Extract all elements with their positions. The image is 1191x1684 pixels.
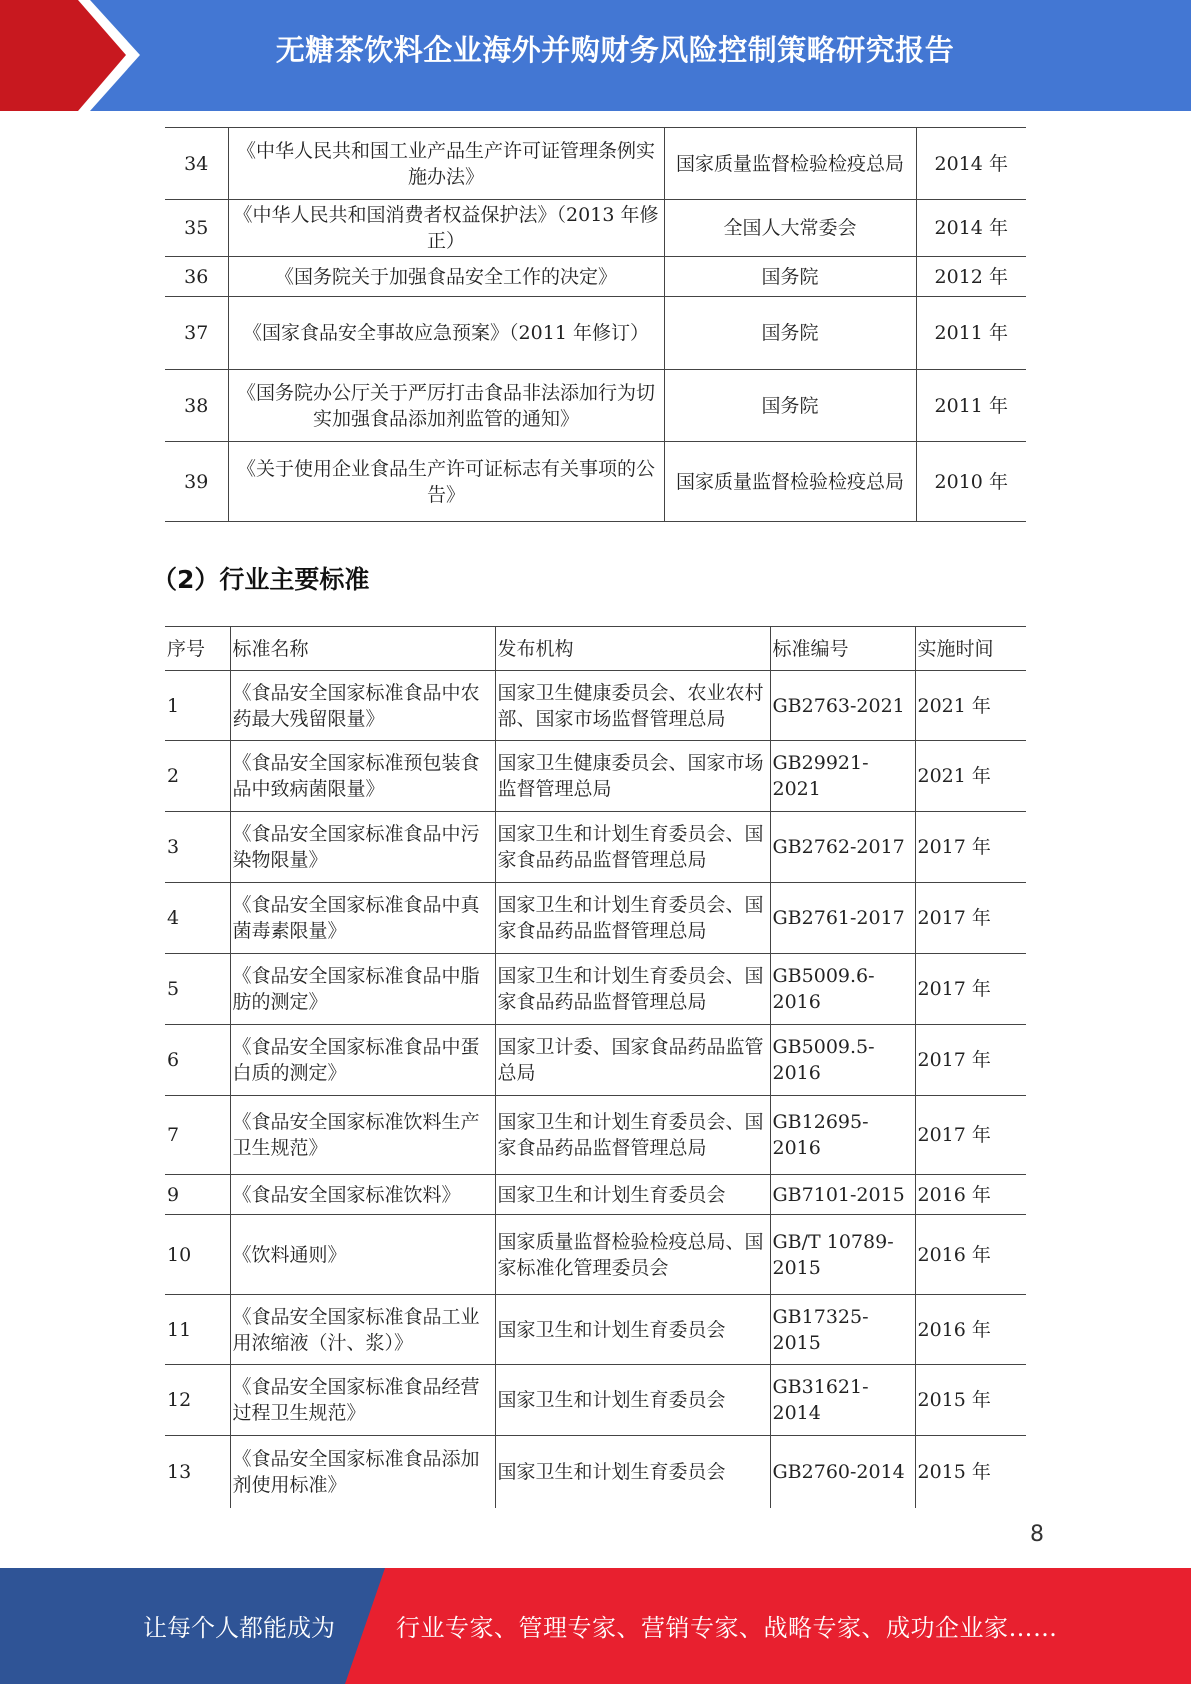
cell-name: 《食品安全国家标准食品添加剂使用标准》 xyxy=(230,1436,495,1508)
cell-issuer: 国家卫生和计划生育委员会、国家食品药品监督管理总局 xyxy=(495,1096,770,1175)
cell-no: 37 xyxy=(165,297,228,370)
header-chevron-decoration xyxy=(0,0,160,111)
table-row xyxy=(165,954,1026,1025)
cell-no: 2 xyxy=(165,741,230,812)
cell-year: 2011 年 xyxy=(916,297,1026,370)
standards-table xyxy=(165,626,1026,1508)
cell-code: GB5009.5-2016 xyxy=(770,1025,915,1096)
cell-name: 《国家食品安全事故应急预案》（2011 年修订） xyxy=(228,297,664,370)
cell-no: 35 xyxy=(165,200,228,257)
cell-date: 2016 年 xyxy=(915,1215,1026,1295)
cell-year: 2011 年 xyxy=(916,370,1026,442)
table-row xyxy=(165,200,1026,257)
cell-issuer: 国家卫生健康委员会、农业农村部、国家市场监督管理总局 xyxy=(495,671,770,741)
table-row xyxy=(165,812,1026,883)
cell-name: 《食品安全国家标准食品中蛋白质的测定》 xyxy=(230,1025,495,1096)
cell-issuer: 国家质量监督检验检疫总局 xyxy=(664,442,916,522)
cell-issuer: 国家卫生和计划生育委员会、国家食品药品监督管理总局 xyxy=(495,883,770,954)
cell-name: 《食品安全国家标准食品中污染物限量》 xyxy=(230,812,495,883)
table-row xyxy=(165,1215,1026,1295)
cell-name: 《饮料通则》 xyxy=(230,1215,495,1295)
cell-issuer: 国务院 xyxy=(664,257,916,297)
cell-date: 2021 年 xyxy=(915,671,1026,741)
cell-code: GB5009.6-2016 xyxy=(770,954,915,1025)
cell-issuer: 国家质量监督检验检疫总局 xyxy=(664,128,916,200)
section-title: （2）行业主要标准 xyxy=(152,565,370,594)
cell-code: GB2763-2021 xyxy=(770,671,915,741)
cell-name: 《食品安全国家标准食品中农药最大残留限量》 xyxy=(230,671,495,741)
cell-issuer: 国家卫生和计划生育委员会、国家食品药品监督管理总局 xyxy=(495,954,770,1025)
cell-date: 2017 年 xyxy=(915,883,1026,954)
cell-date: 2017 年 xyxy=(915,812,1026,883)
cell-name: 《食品安全国家标准食品经营过程卫生规范》 xyxy=(230,1365,495,1436)
page-footer xyxy=(0,1568,1191,1684)
table-row xyxy=(165,1295,1026,1365)
cell-code: GB12695-2016 xyxy=(770,1096,915,1175)
header-date: 实施时间 xyxy=(915,627,1026,671)
cell-issuer: 国家卫生健康委员会、国家市场监督管理总局 xyxy=(495,741,770,812)
cell-no: 1 xyxy=(165,671,230,741)
table-row xyxy=(165,883,1026,954)
table-row xyxy=(165,1175,1026,1215)
cell-name: 《食品安全国家标准预包装食品中致病菌限量》 xyxy=(230,741,495,812)
cell-date: 2017 年 xyxy=(915,1096,1026,1175)
cell-date: 2017 年 xyxy=(915,954,1026,1025)
cell-code: GB17325-2015 xyxy=(770,1295,915,1365)
header-issuer: 发布机构 xyxy=(495,627,770,671)
cell-code: GB7101-2015 xyxy=(770,1175,915,1215)
page-header xyxy=(0,0,1191,111)
cell-year: 2014 年 xyxy=(916,200,1026,257)
header-no: 序号 xyxy=(165,627,230,671)
cell-date: 2015 年 xyxy=(915,1436,1026,1508)
cell-issuer: 国家卫生和计划生育委员会 xyxy=(495,1436,770,1508)
cell-no: 7 xyxy=(165,1096,230,1175)
header-code: 标准编号 xyxy=(770,627,915,671)
cell-name: 《中华人民共和国消费者权益保护法》（2013 年修正） xyxy=(228,200,664,257)
table-row xyxy=(165,442,1026,522)
cell-name: 《食品安全国家标准食品工业用浓缩液（汁、浆）》 xyxy=(230,1295,495,1365)
table-row xyxy=(165,128,1026,200)
cell-issuer: 国家卫生和计划生育委员会、国家食品药品监督管理总局 xyxy=(495,812,770,883)
cell-no: 38 xyxy=(165,370,228,442)
cell-issuer: 国家卫生和计划生育委员会 xyxy=(495,1365,770,1436)
cell-date: 2021 年 xyxy=(915,741,1026,812)
table-row xyxy=(165,257,1026,297)
cell-code: GB2760-2014 xyxy=(770,1436,915,1508)
table-row xyxy=(165,1096,1026,1175)
cell-no: 39 xyxy=(165,442,228,522)
table-row xyxy=(165,671,1026,741)
cell-name: 《食品安全国家标准饮料》 xyxy=(230,1175,495,1215)
cell-date: 2016 年 xyxy=(915,1175,1026,1215)
laws-table xyxy=(165,127,1026,522)
footer-slogan-right: 行业专家、管理专家、营销专家、战略专家、成功企业家…… xyxy=(396,1614,1058,1642)
cell-code: GB31621-2014 xyxy=(770,1365,915,1436)
cell-no: 13 xyxy=(165,1436,230,1508)
cell-name: 《食品安全国家标准饮料生产卫生规范》 xyxy=(230,1096,495,1175)
cell-name: 《食品安全国家标准食品中真菌毒素限量》 xyxy=(230,883,495,954)
cell-code: GB/T 10789-2015 xyxy=(770,1215,915,1295)
page-number: 8 xyxy=(1030,1522,1044,1547)
cell-issuer: 国务院 xyxy=(664,297,916,370)
cell-issuer: 国家卫计委、国家食品药品监管总局 xyxy=(495,1025,770,1096)
cell-date: 2017 年 xyxy=(915,1025,1026,1096)
cell-code: GB2761-2017 xyxy=(770,883,915,954)
cell-no: 34 xyxy=(165,128,228,200)
cell-code: GB29921-2021 xyxy=(770,741,915,812)
cell-no: 12 xyxy=(165,1365,230,1436)
cell-no: 4 xyxy=(165,883,230,954)
table-row xyxy=(165,1436,1026,1508)
cell-issuer: 国务院 xyxy=(664,370,916,442)
footer-slogan-left: 让每个人都能成为 xyxy=(143,1614,335,1642)
cell-no: 6 xyxy=(165,1025,230,1096)
cell-year: 2014 年 xyxy=(916,128,1026,200)
cell-name: 《中华人民共和国工业产品生产许可证管理条例实施办法》 xyxy=(228,128,664,200)
cell-name: 《国务院关于加强食品安全工作的决定》 xyxy=(228,257,664,297)
cell-year: 2010 年 xyxy=(916,442,1026,522)
cell-no: 36 xyxy=(165,257,228,297)
header-title: 无糖茶饮料企业海外并购财务风险控制策略研究报告 xyxy=(275,33,955,67)
cell-issuer: 国家卫生和计划生育委员会 xyxy=(495,1295,770,1365)
cell-name: 《国务院办公厅关于严厉打击食品非法添加行为切实加强食品添加剂监管的通知》 xyxy=(228,370,664,442)
cell-issuer: 国家卫生和计划生育委员会 xyxy=(495,1175,770,1215)
table-header-row xyxy=(165,627,1026,671)
cell-issuer: 全国人大常委会 xyxy=(664,200,916,257)
cell-no: 11 xyxy=(165,1295,230,1365)
cell-name: 《关于使用企业食品生产许可证标志有关事项的公告》 xyxy=(228,442,664,522)
cell-name: 《食品安全国家标准食品中脂肪的测定》 xyxy=(230,954,495,1025)
table-row xyxy=(165,741,1026,812)
table-row xyxy=(165,1025,1026,1096)
cell-no: 10 xyxy=(165,1215,230,1295)
cell-year: 2012 年 xyxy=(916,257,1026,297)
cell-no: 3 xyxy=(165,812,230,883)
cell-code: GB2762-2017 xyxy=(770,812,915,883)
table-row xyxy=(165,370,1026,442)
cell-no: 5 xyxy=(165,954,230,1025)
table-row xyxy=(165,1365,1026,1436)
cell-issuer: 国家质量监督检验检疫总局、国家标准化管理委员会 xyxy=(495,1215,770,1295)
cell-date: 2016 年 xyxy=(915,1295,1026,1365)
cell-no: 9 xyxy=(165,1175,230,1215)
cell-date: 2015 年 xyxy=(915,1365,1026,1436)
header-name: 标准名称 xyxy=(230,627,495,671)
table-row xyxy=(165,297,1026,370)
